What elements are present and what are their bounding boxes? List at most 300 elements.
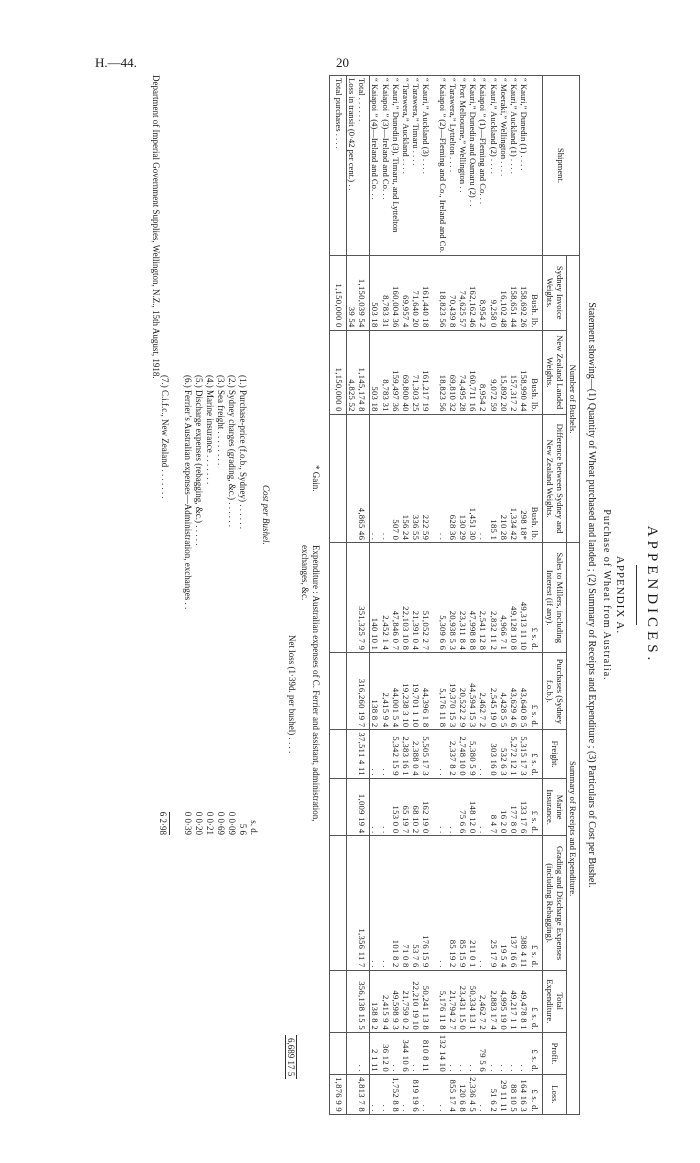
- row-value: [329, 1032, 346, 1074]
- row-value: . .: [380, 836, 390, 970]
- cost-item-label: (2.) Sydney charges (grading, &c.) . . . . . .: [226, 375, 237, 528]
- cost-item-label: (3.) Sea freight . . . . . . . .: [215, 375, 226, 466]
- row-value: 44,594 15 3: [468, 653, 478, 730]
- row-value: 2,415 9 4: [380, 970, 390, 1032]
- table-row: [421, 76, 431, 1115]
- row-value: 156 24: [401, 414, 411, 542]
- row-value: . .: [437, 836, 447, 970]
- row-value: 120 6 8: [458, 1075, 468, 1115]
- col-purchases: Purchases (Sydney f.o.b.).: [543, 653, 566, 730]
- row-value: [329, 778, 346, 836]
- row-value: 1,150,000 0: [329, 330, 346, 414]
- row-value: 388 4 11: [519, 836, 529, 970]
- row-value: 4,966 7 1: [499, 543, 509, 653]
- row-value: 5,315 17 3: [519, 730, 529, 778]
- col-difference: Difference between Sydney and New Zealand Weights.: [543, 414, 566, 542]
- row-value: 49,128 10 8: [509, 543, 519, 653]
- cost-item-label: (5.) Discharge expenses (rebagging, &c.) . . . . .: [193, 375, 204, 546]
- row-label: “ Tarawera,” Lyttelton . . . .: [448, 76, 458, 256]
- row-value: 5,342 15 9: [391, 730, 401, 778]
- total-row: [357, 76, 370, 1115]
- page-reference: H.—44.: [95, 55, 137, 70]
- row-value: 503 18: [370, 255, 381, 330]
- row-value: . .: [370, 778, 381, 836]
- row-value: 158,651 44: [509, 255, 519, 330]
- row-value: 68 10 2: [411, 778, 421, 836]
- row-value: 50,241 13 8: [421, 970, 431, 1032]
- col-sydney-weights: Sydney Invoice Weights.: [543, 255, 566, 330]
- table-row: [411, 76, 421, 1115]
- row-value: Bush. lb.: [529, 255, 543, 330]
- col-freight: Freight.: [543, 730, 566, 778]
- row-value: 2,462 7 2: [478, 653, 488, 730]
- cost-item-value: 0 0·20: [193, 811, 204, 835]
- row-label: Total . . . . . .: [357, 76, 370, 256]
- row-value: 1,752 8 8: [391, 1075, 401, 1115]
- row-value: 15,892 20: [499, 330, 509, 414]
- row-value: 298 18*: [519, 414, 529, 542]
- cost-total-value: 6 2·98: [157, 811, 168, 835]
- department-footer: Department of Imperial Government Supplies, Wellington, N.Z., 15th August, 1918.: [150, 75, 161, 379]
- row-value: . .: [468, 1032, 478, 1074]
- row-value: 23,431 15 0: [458, 970, 468, 1032]
- row-value: . .: [380, 730, 390, 778]
- cost-item-value: 0 0·39: [182, 811, 193, 835]
- table-row: [380, 76, 390, 1115]
- row-value: . .: [380, 778, 390, 836]
- row-value: 855 17 4: [448, 1075, 458, 1115]
- row-value: 47,846 0 7: [391, 543, 401, 653]
- cost-item-value: 5 6: [237, 823, 248, 835]
- row-label: “ Kauri,” Dunedin (1) . . . .: [519, 76, 529, 256]
- cost-item-label: (1.) Purchase-price (f.o.b., Sydney) . . . . . .: [237, 375, 248, 529]
- row-value: [329, 543, 346, 653]
- table-row: [370, 76, 381, 1115]
- cost-item: [193, 375, 204, 835]
- row-label: Loss in transit (0·42 per cent.) . .: [346, 76, 357, 256]
- row-value: 8,954 2: [478, 255, 488, 330]
- row-value: 819 19 6: [411, 1075, 421, 1115]
- row-value: 4,428 5 5: [499, 653, 509, 730]
- row-value: 19,701 1 10: [411, 653, 421, 730]
- row-value: 2,748 10 0: [458, 730, 468, 778]
- row-label: “ Kaiapoi ” (4)—Ireland and Co. . .: [370, 76, 381, 256]
- row-value: 4,813 7 8: [357, 1075, 370, 1115]
- cost-item: [182, 375, 193, 835]
- table-row: [401, 76, 411, 1115]
- row-value: £ s. d.: [529, 778, 543, 836]
- row-value: 130 29: [458, 414, 468, 542]
- row-value: 138 8 2: [370, 970, 381, 1032]
- row-value: 159,497 36: [391, 330, 401, 414]
- title-divider: [636, 565, 637, 625]
- row-value: 1,145,174 8: [357, 330, 370, 414]
- group-bushels: Number of Bushels.: [566, 255, 579, 542]
- row-value: 336 55: [411, 414, 421, 542]
- row-value: 1,150,000 0: [329, 255, 346, 330]
- row-value: 158,990 44: [519, 330, 529, 414]
- units-row: [529, 76, 543, 1115]
- row-value: £ s. d.: [529, 730, 543, 778]
- row-value: 157,317 2: [509, 330, 519, 414]
- net-loss-value: 6,689 17 5: [285, 1035, 297, 1079]
- row-value: 22,103 10 8: [401, 543, 411, 653]
- row-value: 9,072 59: [488, 330, 498, 414]
- row-value: [346, 730, 357, 778]
- col-sales: Sales to Millers, including Interest (if any).: [543, 543, 566, 653]
- row-value: 303 16 0: [488, 730, 498, 778]
- row-label: “ Kauri,” Auckland (3) . . . .: [421, 76, 431, 256]
- row-value: 71 0 8: [401, 836, 411, 970]
- row-value: 65 19 7: [401, 778, 411, 836]
- purchase-title: Purchase of Wheat from Australia.: [601, 509, 612, 681]
- row-value: 88 10 5: [509, 1075, 519, 1115]
- cost-item: [215, 375, 226, 835]
- row-value: . .: [437, 730, 447, 778]
- row-label: “ Kauri,” Dunedin and Oamaru (2) . .: [468, 76, 478, 256]
- row-value: 16,102 48: [499, 255, 509, 330]
- row-value: 8,783 31: [380, 330, 390, 414]
- row-value: 137 16 6: [509, 836, 519, 970]
- cost-total-label: (7.) C.i.f.c., New Zealand . . . . . . .: [159, 375, 170, 499]
- table-row: [391, 76, 401, 1115]
- row-value: 21,759 0 2: [401, 970, 411, 1032]
- row-label: “ Kaiapoi ” (2)—Fleming and Co., Ireland and Co.: [437, 76, 447, 256]
- row-label: “ Kaiapoi ” (1)—Fleming and Co. . .: [478, 76, 488, 256]
- row-value: 161,440 18: [421, 255, 431, 330]
- row-value: 51 6 2: [488, 1075, 498, 1115]
- row-value: 85 19 2: [448, 836, 458, 970]
- row-value: 5,380 5 9: [468, 730, 478, 778]
- row-value: 148 12 0: [468, 778, 478, 836]
- row-value: . .: [478, 1075, 488, 1115]
- row-value: 101 8 2: [391, 836, 401, 970]
- row-value: [346, 778, 357, 836]
- row-value: 158,692 26: [519, 255, 529, 330]
- table-row: [437, 76, 447, 1115]
- row-value: 8 4 7: [488, 778, 498, 836]
- row-value: 2,541 12 8: [478, 543, 488, 653]
- loss-in-transit-row: [346, 76, 357, 1115]
- row-value: 5,176 11 8: [437, 970, 447, 1032]
- bottom-section: [133, 75, 323, 1115]
- row-value: . .: [411, 1032, 421, 1074]
- row-value: 69,957 4: [401, 255, 411, 330]
- row-value: £ s. d.: [529, 836, 543, 970]
- row-value: . .: [478, 778, 488, 836]
- row-value: 1,451 30: [468, 414, 478, 542]
- row-value: 47,998 8 8: [468, 543, 478, 653]
- row-value: 18,823 56: [437, 330, 447, 414]
- row-label: “ Port Melbourne,” Wellington . .: [458, 76, 468, 256]
- row-value: . .: [437, 1075, 447, 1115]
- row-value: 69,810 32: [448, 330, 458, 414]
- cost-items: [182, 375, 248, 835]
- row-value: [346, 1032, 357, 1074]
- row-value: 8,783 31: [380, 255, 390, 330]
- row-value: . .: [478, 836, 488, 970]
- row-value: £ s. d.: [529, 543, 543, 653]
- row-value: . .: [437, 778, 447, 836]
- row-value: 43,629 4 6: [509, 653, 519, 730]
- table-row: [458, 76, 468, 1115]
- net-loss-label: Net loss (1·39d. per bushel) . . . .: [286, 635, 297, 754]
- row-value: 18,823 56: [437, 255, 447, 330]
- row-value: 53 7 6: [411, 836, 421, 970]
- row-label: “ Moeraki,” Wellington . . . .: [499, 76, 509, 256]
- row-value: 1,876 9 9: [329, 1075, 346, 1115]
- row-value: 153 0 0: [391, 778, 401, 836]
- row-value: 49,313 11 10: [519, 543, 529, 653]
- row-value: 49,217 1 1: [509, 970, 519, 1032]
- table-row: [499, 76, 509, 1115]
- row-value: . .: [370, 836, 381, 970]
- row-value: 36 12 0: [380, 1032, 390, 1074]
- row-value: 20,522 2 9: [458, 653, 468, 730]
- row-value: £ s. d.: [529, 1075, 543, 1115]
- row-value: 2,336 4 5: [468, 1075, 478, 1115]
- row-value: 50,334 13 1: [468, 970, 478, 1032]
- row-value: 39 54: [346, 255, 357, 330]
- row-value: 344 10 6: [401, 1032, 411, 1074]
- row-value: 5,176 11 8: [437, 653, 447, 730]
- row-value: 51,052 2 7: [421, 543, 431, 653]
- row-value: . .: [509, 1032, 519, 1074]
- row-value: 164 16 3: [519, 1075, 529, 1115]
- row-value: 628 36: [448, 414, 458, 542]
- row-value: . .: [448, 778, 458, 836]
- row-label: [529, 76, 543, 256]
- table-row: [509, 76, 519, 1115]
- row-value: 5,309 6 6: [437, 543, 447, 653]
- row-value: 37,511 4 11: [357, 730, 370, 778]
- row-label: “ Tarawera,” Timaru . . . .: [411, 76, 421, 256]
- table-body: [329, 76, 543, 1115]
- cost-item: [226, 375, 237, 835]
- row-label: “ Tarawera,” Auckland . . . .: [401, 76, 411, 256]
- row-value: 69,800 40: [401, 330, 411, 414]
- row-value: 29 11 11: [499, 1075, 509, 1115]
- row-value: 2,462 7 2: [478, 970, 488, 1032]
- row-value: [346, 1075, 357, 1115]
- cost-item-label: (6.) Ferrier’s Australian expenses—Administration, exchanges . .: [182, 375, 193, 610]
- appendix-a-title: APPENDIX A.: [614, 555, 626, 635]
- row-value: . .: [380, 414, 390, 542]
- row-value: 20,938 5 3: [448, 543, 458, 653]
- row-value: 351,325 7 9: [357, 543, 370, 653]
- row-value: . .: [421, 1075, 431, 1115]
- row-value: . .: [499, 1032, 509, 1074]
- cost-item-label: (4.) Marine insurance . . . . . . .: [204, 375, 215, 485]
- row-label: “ Kauri,” Dunedin (3), Timaru, and Lyttelton: [391, 76, 401, 256]
- row-label: “ Kauri,” Auckland (2) . . . .: [488, 76, 498, 256]
- row-value: £ s. d.: [529, 970, 543, 1032]
- row-value: 162,162 46: [468, 255, 478, 330]
- row-value: 2,832 11 2: [488, 543, 498, 653]
- row-value: 185 1: [488, 414, 498, 542]
- row-label: Total purchases . . . .: [329, 76, 346, 256]
- row-value: [346, 653, 357, 730]
- row-value: 162 19 0: [421, 778, 431, 836]
- row-value: 4,995 19 0: [499, 970, 509, 1032]
- row-value: . .: [357, 1032, 370, 1074]
- row-value: £ s. d.: [529, 1032, 543, 1074]
- row-value: 2 1 11: [370, 1032, 381, 1074]
- row-value: 25 17 9: [488, 836, 498, 970]
- row-value: . .: [448, 1032, 458, 1074]
- appendices-title: APPENDICES.: [644, 525, 660, 665]
- row-value: . .: [401, 1075, 411, 1115]
- row-value: 8,954 2: [478, 330, 488, 414]
- row-value: 133 17 6: [519, 778, 529, 836]
- row-value: 85 15 9: [458, 836, 468, 970]
- row-value: . .: [391, 1032, 401, 1074]
- row-value: [329, 730, 346, 778]
- cost-item: [204, 375, 215, 835]
- row-value: 140 10 1: [370, 543, 381, 653]
- row-value: 2,883 17 4: [488, 970, 498, 1032]
- row-value: 4,825 52: [346, 330, 357, 414]
- statement-title: Statement showing—(1) Quantity of Wheat purchased and landed ; (2) Summary of Receipts and Expenditure ; (3) Particulars of Cost per Bushel.: [586, 302, 597, 888]
- row-value: 79 5 6: [478, 1032, 488, 1074]
- cost-units: s. d.: [248, 820, 259, 835]
- row-value: 71,640 20: [411, 255, 421, 330]
- row-value: 44,001 5 4: [391, 653, 401, 730]
- row-value: [346, 543, 357, 653]
- row-value: . .: [478, 414, 488, 542]
- row-value: 210 28: [499, 414, 509, 542]
- row-value: 5,272 12 1: [509, 730, 519, 778]
- col-shipment: Shipment.: [543, 76, 580, 256]
- row-value: 507 0: [391, 414, 401, 542]
- row-value: 44,396 1 8: [421, 653, 431, 730]
- cost-per-bushel-heading: Cost per Bushel.: [260, 485, 271, 545]
- row-value: 532 6 3: [499, 730, 509, 778]
- row-value: . .: [380, 1075, 390, 1115]
- row-value: 70,439 8: [448, 255, 458, 330]
- cost-per-bushel-list: [159, 375, 259, 835]
- table-row: [478, 76, 488, 1115]
- cost-item-value: 0 0·21: [204, 811, 215, 835]
- row-value: [329, 414, 346, 542]
- row-value: 138 8 2: [370, 653, 381, 730]
- row-value: 2,337 8 2: [448, 730, 458, 778]
- row-value: 1,150,039 54: [357, 255, 370, 330]
- expenditure-note: Expenditure : Australian expenses of C. Ferrier and assistant, administration, exchanges, &c.: [299, 545, 321, 822]
- row-value: £ s. d.: [529, 653, 543, 730]
- row-value: 810 8 11: [421, 1032, 431, 1074]
- row-value: 19,238 3 10: [401, 653, 411, 730]
- row-value: . .: [488, 1032, 498, 1074]
- row-value: 2,388 0 4: [411, 730, 421, 778]
- row-value: 5,505 17 3: [421, 730, 431, 778]
- row-value: 4,865 46: [357, 414, 370, 542]
- table-row: [488, 76, 498, 1115]
- row-value: 2,452 1 4: [380, 543, 390, 653]
- row-value: 21,794 2 7: [448, 970, 458, 1032]
- row-value: 132 14 10: [437, 1032, 447, 1074]
- row-value: 1,009 19 4: [357, 778, 370, 836]
- wheat-statement-table: [329, 75, 580, 1115]
- row-value: 177 8 0: [509, 778, 519, 836]
- row-value: 2,545 19 0: [488, 653, 498, 730]
- cost-item: [237, 375, 248, 835]
- col-loss: Loss.: [543, 1075, 566, 1115]
- gain-footnote: * Gain.: [310, 465, 321, 492]
- row-label: “ Kauri,” Auckland (1) . . . .: [509, 76, 519, 256]
- row-value: 2,383 16 1: [401, 730, 411, 778]
- row-value: 9,258 0: [488, 255, 498, 330]
- row-value: Bush. lb.: [529, 414, 543, 542]
- row-value: . .: [370, 1075, 381, 1115]
- row-value: 1,334 42: [509, 414, 519, 542]
- row-value: 2,415 9 4: [380, 653, 390, 730]
- table-row: [468, 76, 478, 1115]
- col-total-expenditure: Total Expenditure.: [543, 970, 566, 1032]
- title-block: [586, 75, 660, 1115]
- col-marine-insurance: Marine Insurance.: [543, 778, 566, 836]
- row-value: [329, 970, 346, 1032]
- row-value: . .: [519, 1032, 529, 1074]
- row-value: 176 15 9: [421, 836, 431, 970]
- total-purchases-row: [329, 76, 346, 1115]
- table-row: [519, 76, 529, 1115]
- row-value: 160,711 16: [468, 330, 478, 414]
- col-nz-weights: New Zealand Landed Weights.: [543, 330, 566, 414]
- cost-item-value: 0 0·69: [215, 811, 226, 835]
- row-value: . .: [370, 414, 381, 542]
- row-value: 71,303 25: [411, 330, 421, 414]
- row-value: 22,210 19 10: [411, 970, 421, 1032]
- cost-item-value: 0 0·09: [226, 811, 237, 835]
- row-value: . .: [458, 1032, 468, 1074]
- row-value: [329, 836, 346, 970]
- row-value: 75 6 6: [458, 778, 468, 836]
- row-value: 74,495 28: [458, 330, 468, 414]
- row-value: 49,598 9 3: [391, 970, 401, 1032]
- page-content: [133, 75, 660, 1115]
- row-value: 43,640 8 5: [519, 653, 529, 730]
- row-value: 503 18: [370, 330, 381, 414]
- row-value: . .: [478, 730, 488, 778]
- row-value: 356,138 15 5: [357, 970, 370, 1032]
- row-value: [329, 653, 346, 730]
- row-value: 160,004 36: [391, 255, 401, 330]
- group-receipts: Summary of Receipts and Expenditure.: [566, 543, 579, 1115]
- row-value: 161,217 19: [421, 330, 431, 414]
- col-profit: Profit.: [543, 1032, 566, 1074]
- row-value: 74,625 57: [458, 255, 468, 330]
- row-value: 19 5 4: [499, 836, 509, 970]
- row-value: 1,356 11 7: [357, 836, 370, 970]
- row-value: [346, 836, 357, 970]
- row-value: 211 0 1: [468, 836, 478, 970]
- row-value: 49,478 8 1: [519, 970, 529, 1032]
- row-value: 21,391 0 4: [411, 543, 421, 653]
- col-grading: Grading and Discharge Expenses (including Rebagging).: [543, 836, 566, 970]
- row-value: 19,370 15 3: [448, 653, 458, 730]
- page-number: 20: [336, 55, 349, 70]
- row-value: Bush. lb.: [529, 330, 543, 414]
- row-value: [346, 414, 357, 542]
- row-value: 23,311 8 4: [458, 543, 468, 653]
- row-value: [346, 970, 357, 1032]
- table-row: [448, 76, 458, 1115]
- row-value: 316,260 19 7: [357, 653, 370, 730]
- row-value: . .: [370, 730, 381, 778]
- row-value: 16 2 0: [499, 778, 509, 836]
- cost-total-row: [159, 375, 170, 835]
